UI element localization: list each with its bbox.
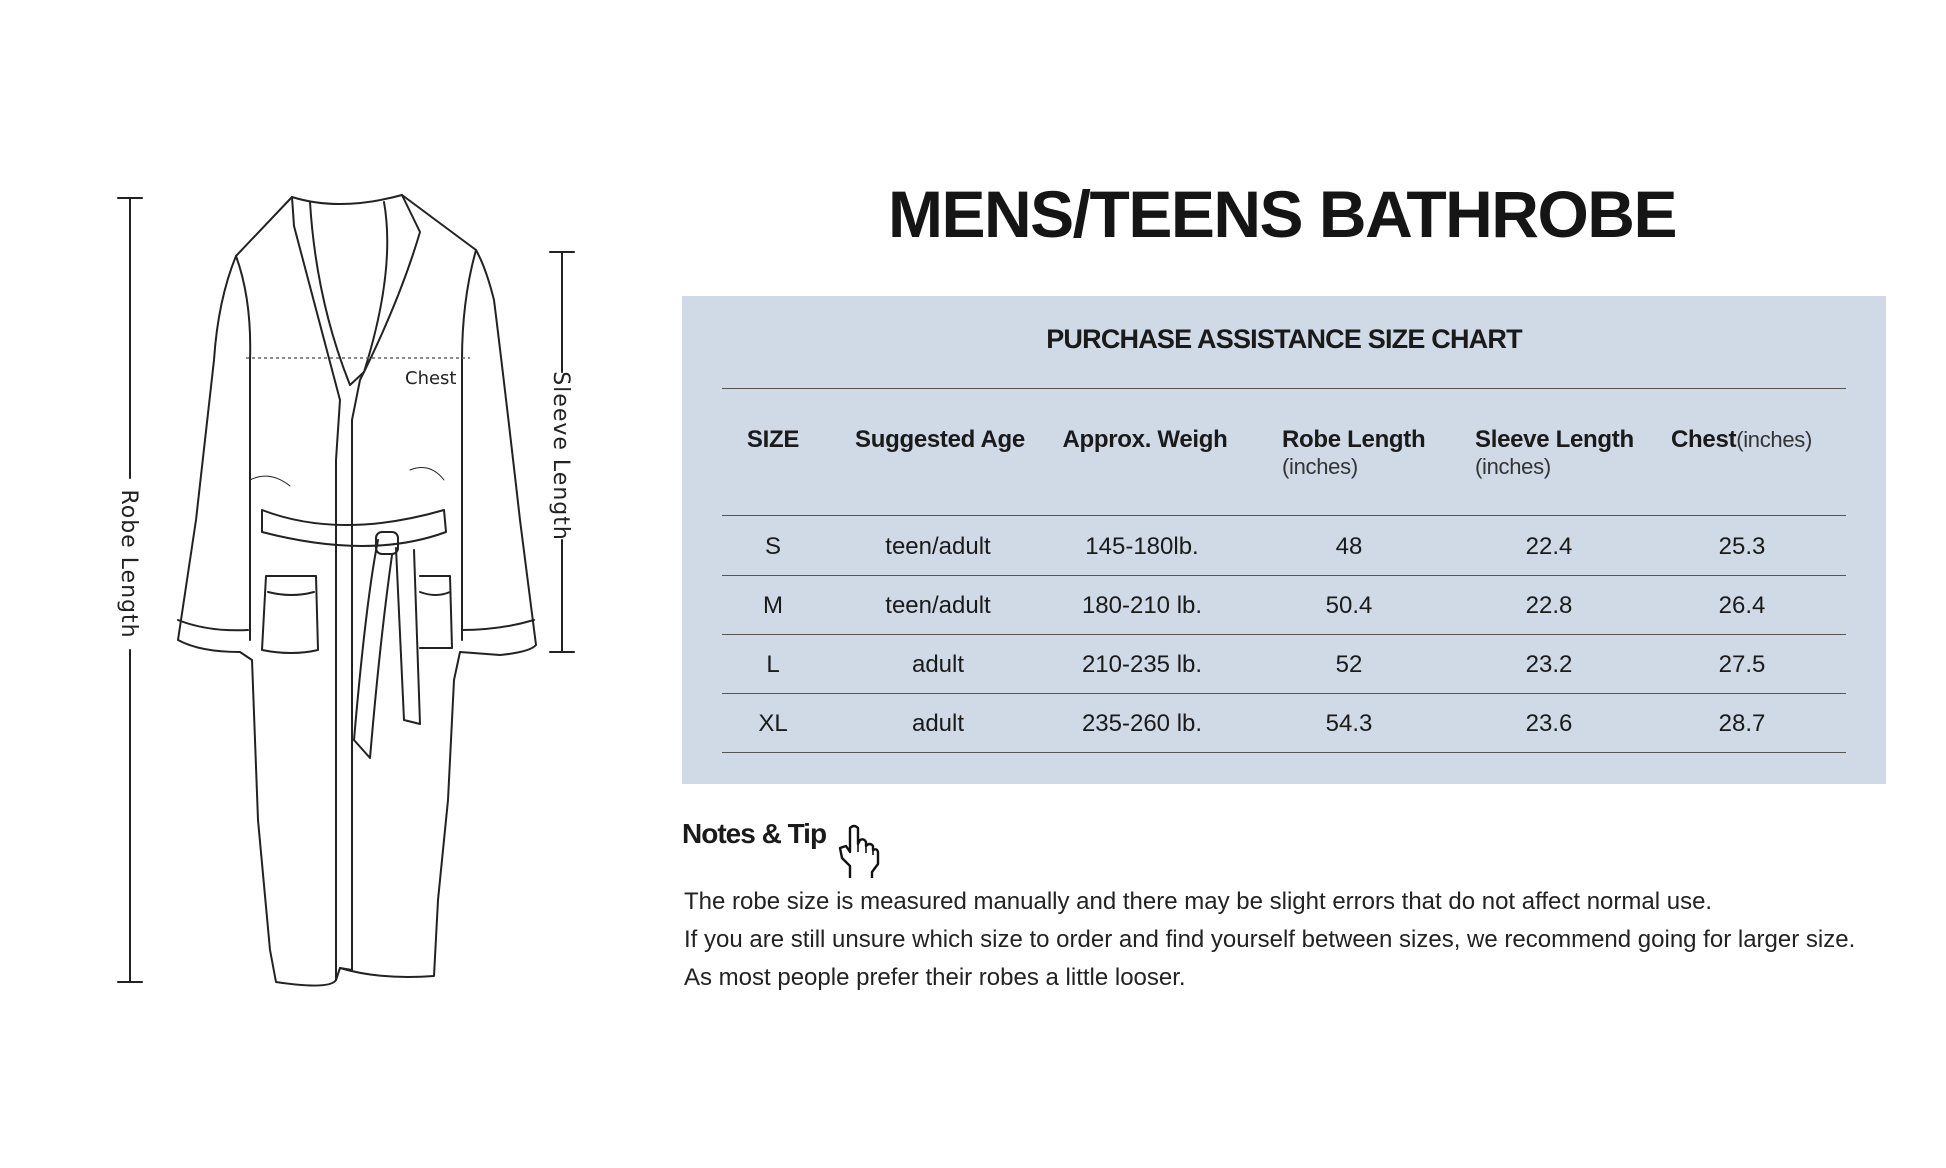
cell-chest: 25.3 (1718, 533, 1766, 560)
cell-sleeve-length: 22.8 (1525, 592, 1573, 619)
note-line: As most people prefer their robes a little looser. (684, 964, 1186, 991)
cell-size: S (764, 533, 782, 560)
header-chest-unit: (inches) (1736, 427, 1813, 452)
cell-age: adult (911, 710, 965, 737)
cell-robe-length: 52 (1335, 651, 1363, 678)
cell-sleeve-length: 23.2 (1525, 651, 1573, 678)
note-line: If you are still unsure which size to order and find yourself between sizes, we recommend going for larger size. (684, 926, 1856, 953)
cell-age: teen/adult (885, 533, 991, 560)
header-robe-length-unit: (inches) (1282, 454, 1358, 479)
table-rule (722, 515, 1846, 516)
cell-chest: 28.7 (1718, 710, 1766, 737)
table-rule (722, 634, 1846, 635)
cell-robe-length: 48 (1335, 533, 1363, 560)
note-line: The robe size is measured manually and there may be slight errors that do not affect normal use. (684, 888, 1713, 915)
header-chest: Chest(inches) (1671, 426, 1813, 453)
header-suggested-age: Suggested Age (855, 426, 1025, 453)
cell-age: teen/adult (885, 592, 991, 619)
robe-length-label: Robe Length (116, 489, 141, 639)
cell-chest: 26.4 (1718, 592, 1766, 619)
header-size: SIZE (746, 426, 800, 453)
header-robe-length: Robe Length (inches) (1282, 426, 1426, 479)
table-rule (722, 575, 1846, 576)
cell-age: adult (911, 651, 965, 678)
cell-sleeve-length: 23.6 (1525, 710, 1573, 737)
cell-chest: 27.5 (1718, 651, 1766, 678)
cell-weight: 145-180lb. (1085, 533, 1199, 560)
cell-size: L (766, 651, 780, 678)
page-title: MENS/TEENS BATHROBE (888, 177, 1676, 251)
size-chart-panel (682, 296, 1886, 784)
sleeve-length-label: Sleeve Length (548, 371, 573, 541)
table-rule (722, 388, 1846, 389)
header-approx-weigh: Approx. Weigh (1062, 426, 1228, 453)
table-rule (722, 752, 1846, 753)
cell-weight: 210-235 lb. (1081, 651, 1203, 678)
cell-weight: 180-210 lb. (1081, 592, 1203, 619)
cell-sleeve-length: 22.4 (1525, 533, 1573, 560)
cell-weight: 235-260 lb. (1081, 710, 1203, 737)
chest-label: Chest (405, 368, 457, 389)
robe-illustration (0, 0, 600, 1168)
size-chart-title: PURCHASE ASSISTANCE SIZE CHART (1046, 324, 1522, 354)
header-sleeve-length-unit: (inches) (1475, 454, 1551, 479)
pointing-hand-icon (836, 822, 880, 880)
cell-robe-length: 54.3 (1325, 710, 1373, 737)
table-rule (722, 693, 1846, 694)
header-sleeve-length: Sleeve Length (inches) (1475, 426, 1634, 479)
notes-title: Notes & Tip (682, 818, 827, 849)
cell-size: XL (758, 710, 788, 737)
cell-robe-length: 50.4 (1325, 592, 1373, 619)
cell-size: M (763, 592, 783, 619)
